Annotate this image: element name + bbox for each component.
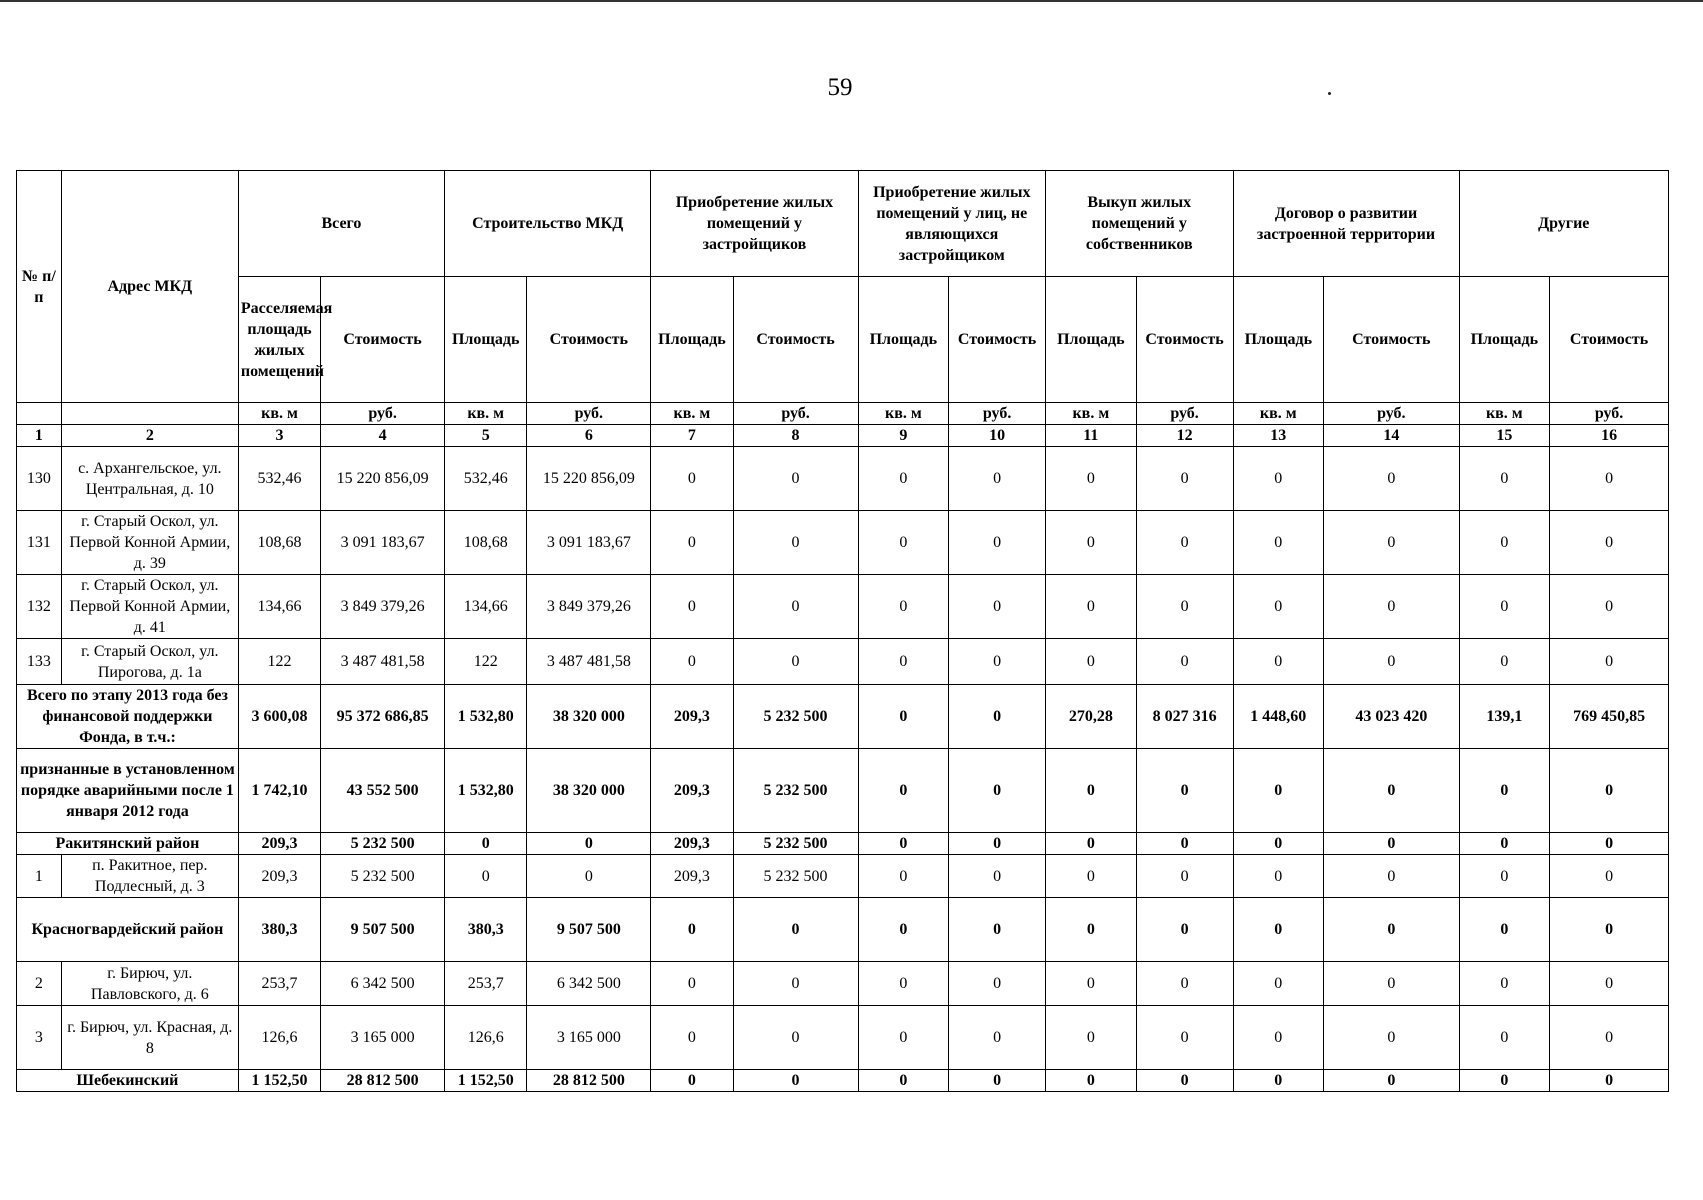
value-cell: 209,3 bbox=[651, 833, 733, 855]
summary-row bbox=[17, 749, 1669, 833]
value-cell: 0 bbox=[1233, 1006, 1324, 1070]
row-number: 1 bbox=[17, 855, 62, 898]
header-group-territory: Договор о развитии застроенной территории bbox=[1233, 171, 1459, 277]
header-sub: Стоимость bbox=[1324, 277, 1459, 403]
value-cell: 0 bbox=[651, 1006, 733, 1070]
value-cell: 0 bbox=[1136, 511, 1233, 575]
value-cell: 0 bbox=[858, 898, 949, 962]
summary-label: Всего по этапу 2013 года без финансовой поддержки Фонда, в т.ч.: bbox=[17, 685, 239, 749]
header-sub: Стоимость bbox=[733, 277, 858, 403]
value-cell: 253,7 bbox=[445, 962, 527, 1006]
value-cell: 380,3 bbox=[238, 898, 320, 962]
value-cell: 0 bbox=[949, 685, 1046, 749]
value-cell: 5 232 500 bbox=[733, 833, 858, 855]
unit-cell: руб. bbox=[527, 403, 651, 425]
value-cell: 8 027 316 bbox=[1136, 685, 1233, 749]
value-cell: 0 bbox=[1046, 833, 1137, 855]
value-cell: 0 bbox=[1324, 855, 1459, 898]
value-cell: 108,68 bbox=[238, 511, 320, 575]
value-cell: 3 487 481,58 bbox=[321, 639, 445, 685]
value-cell: 0 bbox=[949, 962, 1046, 1006]
header-group-total: Всего bbox=[238, 171, 444, 277]
value-cell: 0 bbox=[1233, 639, 1324, 685]
top-border-line bbox=[0, 0, 1703, 2]
value-cell: 0 bbox=[1324, 639, 1459, 685]
header-group-other: Другие bbox=[1459, 171, 1668, 277]
unit-cell: руб. bbox=[321, 403, 445, 425]
row-number: 3 bbox=[17, 1006, 62, 1070]
value-cell: 5 232 500 bbox=[321, 833, 445, 855]
header-sub-resettled-area: Расселяемая площадь жилых помещений bbox=[238, 277, 320, 403]
row-number: 132 bbox=[17, 575, 62, 639]
value-cell: 0 bbox=[949, 898, 1046, 962]
colnum-cell: 9 bbox=[858, 425, 949, 447]
row-number: 2 bbox=[17, 962, 62, 1006]
value-cell: 0 bbox=[1136, 639, 1233, 685]
value-cell: 0 bbox=[445, 833, 527, 855]
value-cell: 0 bbox=[1233, 962, 1324, 1006]
header-sub: Площадь bbox=[1459, 277, 1550, 403]
table-row bbox=[17, 1006, 1669, 1070]
value-cell: 0 bbox=[1324, 511, 1459, 575]
value-cell: 38 320 000 bbox=[527, 749, 651, 833]
unit-cell: руб. bbox=[733, 403, 858, 425]
value-cell: 0 bbox=[1233, 749, 1324, 833]
value-cell: 0 bbox=[1233, 1070, 1324, 1092]
value-cell: 0 bbox=[1550, 962, 1669, 1006]
row-address: г. Старый Оскол, ул. Пирогова, д. 1а bbox=[61, 639, 238, 685]
column-numbers-row bbox=[17, 425, 1669, 447]
value-cell: 209,3 bbox=[651, 855, 733, 898]
report-table bbox=[16, 170, 1669, 1092]
value-cell: 15 220 856,09 bbox=[527, 447, 651, 511]
unit-cell: кв. м bbox=[1046, 403, 1137, 425]
table-row bbox=[17, 639, 1669, 685]
value-cell: 5 232 500 bbox=[733, 685, 858, 749]
unit-cell: руб. bbox=[1324, 403, 1459, 425]
value-cell: 9 507 500 bbox=[321, 898, 445, 962]
value-cell: 134,66 bbox=[445, 575, 527, 639]
summary-label: Шебекинский bbox=[17, 1070, 239, 1092]
value-cell: 28 812 500 bbox=[527, 1070, 651, 1092]
row-address: г. Старый Оскол, ул. Первой Конной Армии, д. 41 bbox=[61, 575, 238, 639]
value-cell: 6 342 500 bbox=[321, 962, 445, 1006]
value-cell: 0 bbox=[651, 447, 733, 511]
header-sub: Площадь bbox=[1046, 277, 1137, 403]
value-cell: 0 bbox=[1136, 962, 1233, 1006]
value-cell: 3 487 481,58 bbox=[527, 639, 651, 685]
value-cell: 0 bbox=[1459, 855, 1550, 898]
value-cell: 1 532,80 bbox=[445, 685, 527, 749]
value-cell: 0 bbox=[858, 833, 949, 855]
value-cell: 209,3 bbox=[238, 833, 320, 855]
value-cell: 0 bbox=[1459, 447, 1550, 511]
value-cell: 0 bbox=[1233, 447, 1324, 511]
unit-cell: кв. м bbox=[238, 403, 320, 425]
value-cell: 0 bbox=[858, 855, 949, 898]
value-cell: 3 165 000 bbox=[321, 1006, 445, 1070]
header-num: № п/п bbox=[17, 171, 62, 403]
header-sub: Площадь bbox=[651, 277, 733, 403]
unit-cell: кв. м bbox=[445, 403, 527, 425]
value-cell: 0 bbox=[949, 1006, 1046, 1070]
value-cell: 5 232 500 bbox=[733, 855, 858, 898]
value-cell: 0 bbox=[651, 962, 733, 1006]
row-number: 130 bbox=[17, 447, 62, 511]
colnum-cell: 14 bbox=[1324, 425, 1459, 447]
value-cell: 122 bbox=[445, 639, 527, 685]
value-cell: 253,7 bbox=[238, 962, 320, 1006]
header-sub: Стоимость bbox=[321, 277, 445, 403]
value-cell: 5 232 500 bbox=[733, 749, 858, 833]
value-cell: 0 bbox=[527, 833, 651, 855]
header-group-developers: Приобретение жилых помещений у застройщиков bbox=[651, 171, 858, 277]
summary-label: признанные в установленном порядке аварийными после 1 января 2012 года bbox=[17, 749, 239, 833]
table-row bbox=[17, 575, 1669, 639]
value-cell: 0 bbox=[651, 1070, 733, 1092]
value-cell: 1 152,50 bbox=[238, 1070, 320, 1092]
value-cell: 0 bbox=[651, 511, 733, 575]
value-cell: 209,3 bbox=[651, 685, 733, 749]
value-cell: 0 bbox=[1233, 511, 1324, 575]
value-cell: 1 448,60 bbox=[1233, 685, 1324, 749]
value-cell: 0 bbox=[1324, 749, 1459, 833]
row-number: 131 bbox=[17, 511, 62, 575]
value-cell: 0 bbox=[858, 511, 949, 575]
value-cell: 0 bbox=[1136, 833, 1233, 855]
value-cell: 0 bbox=[949, 511, 1046, 575]
value-cell: 3 091 183,67 bbox=[321, 511, 445, 575]
value-cell: 0 bbox=[858, 749, 949, 833]
value-cell: 0 bbox=[1550, 833, 1669, 855]
value-cell: 0 bbox=[1046, 898, 1137, 962]
unit-cell: кв. м bbox=[1459, 403, 1550, 425]
value-cell: 38 320 000 bbox=[527, 685, 651, 749]
value-cell: 0 bbox=[1046, 1070, 1137, 1092]
value-cell: 0 bbox=[1324, 898, 1459, 962]
value-cell: 3 600,08 bbox=[238, 685, 320, 749]
value-cell: 0 bbox=[651, 575, 733, 639]
value-cell: 28 812 500 bbox=[321, 1070, 445, 1092]
colnum-cell: 12 bbox=[1136, 425, 1233, 447]
colnum-cell: 6 bbox=[527, 425, 651, 447]
row-address: г. Бирюч, ул. Павловского, д. 6 bbox=[61, 962, 238, 1006]
value-cell: 0 bbox=[733, 962, 858, 1006]
report-body bbox=[17, 447, 1669, 1092]
colnum-cell: 10 bbox=[949, 425, 1046, 447]
colnum-cell: 11 bbox=[1046, 425, 1137, 447]
header-sub: Стоимость bbox=[1550, 277, 1669, 403]
value-cell: 0 bbox=[1046, 1006, 1137, 1070]
header-sub: Стоимость bbox=[1136, 277, 1233, 403]
value-cell: 0 bbox=[858, 1070, 949, 1092]
header-row-groups bbox=[17, 171, 1669, 277]
value-cell: 126,6 bbox=[445, 1006, 527, 1070]
colnum-cell: 16 bbox=[1550, 425, 1669, 447]
unit-cell: руб. bbox=[949, 403, 1046, 425]
value-cell: 0 bbox=[1459, 898, 1550, 962]
value-cell: 0 bbox=[1550, 749, 1669, 833]
header-sub: Стоимость bbox=[527, 277, 651, 403]
value-cell: 0 bbox=[1046, 447, 1137, 511]
value-cell: 0 bbox=[1550, 447, 1669, 511]
colnum-cell: 3 bbox=[238, 425, 320, 447]
colnum-cell: 13 bbox=[1233, 425, 1324, 447]
value-cell: 0 bbox=[1046, 511, 1137, 575]
value-cell: 0 bbox=[949, 1070, 1046, 1092]
colnum-cell: 4 bbox=[321, 425, 445, 447]
value-cell: 0 bbox=[1233, 855, 1324, 898]
header-row-subcols bbox=[17, 277, 1669, 403]
value-cell: 0 bbox=[651, 898, 733, 962]
value-cell: 0 bbox=[527, 855, 651, 898]
unit-cell: кв. м bbox=[1233, 403, 1324, 425]
value-cell: 270,28 bbox=[1046, 685, 1137, 749]
value-cell: 0 bbox=[1459, 833, 1550, 855]
table-row bbox=[17, 447, 1669, 511]
value-cell: 0 bbox=[1046, 962, 1137, 1006]
header-group-buyout: Выкуп жилых помещений у собственников bbox=[1046, 171, 1233, 277]
value-cell: 0 bbox=[858, 685, 949, 749]
summary-label: Красногвардейский район bbox=[17, 898, 239, 962]
value-cell: 0 bbox=[1550, 511, 1669, 575]
value-cell: 0 bbox=[1550, 575, 1669, 639]
value-cell: 126,6 bbox=[238, 1006, 320, 1070]
value-cell: 0 bbox=[949, 855, 1046, 898]
value-cell: 0 bbox=[1136, 1006, 1233, 1070]
value-cell: 0 bbox=[733, 575, 858, 639]
table-row bbox=[17, 855, 1669, 898]
value-cell: 0 bbox=[1136, 749, 1233, 833]
scan-speck bbox=[1328, 92, 1331, 95]
value-cell: 0 bbox=[733, 1006, 858, 1070]
value-cell: 0 bbox=[1324, 962, 1459, 1006]
value-cell: 0 bbox=[1324, 1070, 1459, 1092]
header-sub: Площадь bbox=[445, 277, 527, 403]
header-address: Адрес МКД bbox=[61, 171, 238, 403]
value-cell: 3 849 379,26 bbox=[321, 575, 445, 639]
summary-row bbox=[17, 833, 1669, 855]
value-cell: 1 152,50 bbox=[445, 1070, 527, 1092]
value-cell: 0 bbox=[651, 639, 733, 685]
header-sub: Площадь bbox=[1233, 277, 1324, 403]
colnum-cell: 8 bbox=[733, 425, 858, 447]
value-cell: 0 bbox=[1136, 1070, 1233, 1092]
value-cell: 0 bbox=[858, 447, 949, 511]
value-cell: 43 023 420 bbox=[1324, 685, 1459, 749]
value-cell: 0 bbox=[733, 639, 858, 685]
value-cell: 0 bbox=[1459, 575, 1550, 639]
value-cell: 209,3 bbox=[651, 749, 733, 833]
value-cell: 3 849 379,26 bbox=[527, 575, 651, 639]
value-cell: 0 bbox=[949, 833, 1046, 855]
colnum-cell: 2 bbox=[61, 425, 238, 447]
unit-cell: руб. bbox=[1136, 403, 1233, 425]
value-cell: 9 507 500 bbox=[527, 898, 651, 962]
value-cell: 0 bbox=[1459, 1070, 1550, 1092]
value-cell: 0 bbox=[949, 575, 1046, 639]
value-cell: 0 bbox=[1233, 575, 1324, 639]
value-cell: 0 bbox=[1136, 575, 1233, 639]
value-cell: 0 bbox=[1046, 855, 1137, 898]
value-cell: 139,1 bbox=[1459, 685, 1550, 749]
value-cell: 0 bbox=[1136, 855, 1233, 898]
value-cell: 0 bbox=[858, 575, 949, 639]
colnum-cell: 15 bbox=[1459, 425, 1550, 447]
value-cell: 532,46 bbox=[238, 447, 320, 511]
value-cell: 3 091 183,67 bbox=[527, 511, 651, 575]
value-cell: 0 bbox=[1324, 1006, 1459, 1070]
value-cell: 0 bbox=[1550, 1006, 1669, 1070]
header-sub: Стоимость bbox=[949, 277, 1046, 403]
value-cell: 5 232 500 bbox=[321, 855, 445, 898]
row-address: г. Старый Оскол, ул. Первой Конной Армии, д. 39 bbox=[61, 511, 238, 575]
value-cell: 43 552 500 bbox=[321, 749, 445, 833]
value-cell: 0 bbox=[1550, 639, 1669, 685]
header-sub: Площадь bbox=[858, 277, 949, 403]
value-cell: 532,46 bbox=[445, 447, 527, 511]
value-cell: 3 165 000 bbox=[527, 1006, 651, 1070]
value-cell: 0 bbox=[1459, 962, 1550, 1006]
value-cell: 0 bbox=[1136, 447, 1233, 511]
value-cell: 0 bbox=[1046, 749, 1137, 833]
value-cell: 6 342 500 bbox=[527, 962, 651, 1006]
value-cell: 0 bbox=[1459, 511, 1550, 575]
value-cell: 0 bbox=[858, 639, 949, 685]
header-group-construction: Строительство МКД bbox=[445, 171, 651, 277]
value-cell: 0 bbox=[1459, 639, 1550, 685]
colnum-cell: 1 bbox=[17, 425, 62, 447]
value-cell: 0 bbox=[1233, 833, 1324, 855]
row-number: 133 bbox=[17, 639, 62, 685]
value-cell: 0 bbox=[1136, 898, 1233, 962]
value-cell: 0 bbox=[949, 749, 1046, 833]
value-cell: 1 742,10 bbox=[238, 749, 320, 833]
table-row bbox=[17, 962, 1669, 1006]
page-number: 59 bbox=[827, 74, 853, 101]
unit-cell: кв. м bbox=[651, 403, 733, 425]
value-cell: 0 bbox=[1324, 833, 1459, 855]
value-cell: 0 bbox=[858, 962, 949, 1006]
value-cell: 15 220 856,09 bbox=[321, 447, 445, 511]
value-cell: 380,3 bbox=[445, 898, 527, 962]
value-cell: 0 bbox=[1550, 898, 1669, 962]
value-cell: 0 bbox=[733, 511, 858, 575]
row-address: с. Архангельское, ул. Центральная, д. 10 bbox=[61, 447, 238, 511]
summary-row bbox=[17, 898, 1669, 962]
value-cell: 134,66 bbox=[238, 575, 320, 639]
table-row bbox=[17, 511, 1669, 575]
summary-row bbox=[17, 685, 1669, 749]
value-cell: 0 bbox=[1324, 447, 1459, 511]
header-group-non-developers: Приобретение жилых помещений у лиц, не являющихся застройщиком bbox=[858, 171, 1045, 277]
value-cell: 769 450,85 bbox=[1550, 685, 1669, 749]
value-cell: 122 bbox=[238, 639, 320, 685]
value-cell: 0 bbox=[733, 447, 858, 511]
value-cell: 0 bbox=[1324, 575, 1459, 639]
value-cell: 0 bbox=[1046, 639, 1137, 685]
colnum-cell: 5 bbox=[445, 425, 527, 447]
value-cell: 0 bbox=[1046, 575, 1137, 639]
value-cell: 0 bbox=[733, 898, 858, 962]
value-cell: 0 bbox=[1233, 898, 1324, 962]
value-cell: 0 bbox=[1550, 1070, 1669, 1092]
colnum-cell: 7 bbox=[651, 425, 733, 447]
summary-row bbox=[17, 1070, 1669, 1092]
value-cell: 0 bbox=[858, 1006, 949, 1070]
value-cell: 108,68 bbox=[445, 511, 527, 575]
value-cell: 0 bbox=[733, 1070, 858, 1092]
value-cell: 0 bbox=[949, 639, 1046, 685]
row-address: п. Ракитное, пер. Подлесный, д. 3 bbox=[61, 855, 238, 898]
value-cell: 0 bbox=[949, 447, 1046, 511]
summary-label: Ракитянский район bbox=[17, 833, 239, 855]
unit-cell: кв. м bbox=[858, 403, 949, 425]
row-address: г. Бирюч, ул. Красная, д. 8 bbox=[61, 1006, 238, 1070]
value-cell: 1 532,80 bbox=[445, 749, 527, 833]
value-cell: 0 bbox=[445, 855, 527, 898]
units-row bbox=[17, 403, 1669, 425]
value-cell: 95 372 686,85 bbox=[321, 685, 445, 749]
value-cell: 0 bbox=[1459, 749, 1550, 833]
value-cell: 209,3 bbox=[238, 855, 320, 898]
value-cell: 0 bbox=[1459, 1006, 1550, 1070]
value-cell: 0 bbox=[1550, 855, 1669, 898]
unit-cell: руб. bbox=[1550, 403, 1669, 425]
